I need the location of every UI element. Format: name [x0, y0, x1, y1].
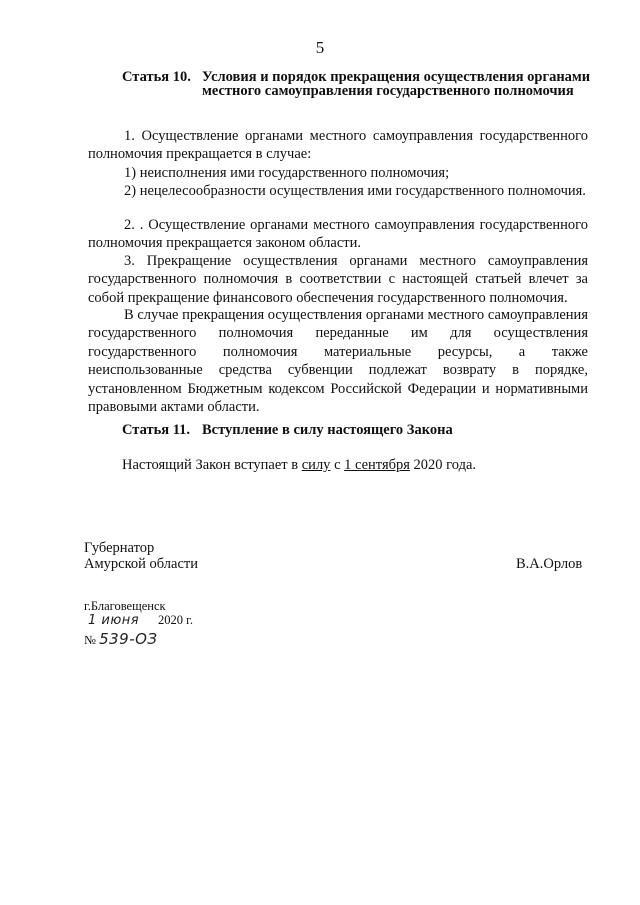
article-11-effective-date: 1 сентября: [344, 457, 410, 473]
signing-date: [84, 613, 193, 628]
article-11-text-start: Настоящий Закон вступает в: [122, 457, 302, 473]
signatory-position: [84, 540, 198, 572]
signatory-position-line-1: Губернатор: [84, 540, 155, 556]
article-10-title: Условия и порядок прекращения осуществления органами местного самоуправления государственного полномочия: [202, 69, 591, 99]
article-11-text: [122, 456, 476, 474]
article-10-paragraph-2: 2. . Осуществление органами местного самоуправления государственного полномочия прекращается законом области.: [88, 217, 588, 252]
page-number: 5: [315, 38, 325, 57]
signing-year: 2020 г.: [158, 613, 193, 627]
signatory-position-line-2: Амурской области: [84, 556, 198, 572]
article-10-label: Статья 10.: [122, 69, 191, 85]
law-number: [84, 630, 158, 648]
article-11-text-mid: с: [330, 457, 345, 473]
article-10-item-1: 1) неисполнения ими государственного полномочия;: [124, 165, 450, 181]
article-11-text-sila: силу: [301, 457, 331, 473]
article-10-paragraph-4: В случае прекращения осуществления органами местного самоуправления государственного полномочия переданные им для осуществления государственного полномочия материальные ресурсы, а также неиспользованные средства субвенции подлежат возврату в порядке, установленном Бюджетным кодексом Российской Федерации и нормативными правовыми актами области.: [88, 307, 588, 416]
article-11-heading: [122, 423, 592, 437]
law-number-label: №: [84, 633, 96, 647]
article-10-paragraph-3: 3. Прекращение осуществления органами местного самоуправления государственного полномочия в соответствии с настоящей статьей влечет за собой прекращение финансового обеспечения государственного полномочия.: [88, 253, 588, 306]
article-10-heading: [122, 70, 592, 98]
city-of-signing: г.Благовещенск: [84, 599, 166, 613]
article-10-item-2: 2) нецелесообразности осуществления ими государственного полномочия.: [124, 183, 586, 199]
article-11-label: Статья 11.: [122, 422, 191, 438]
article-10-paragraph-1: 1. Осуществление органами местного самоуправления государственного полномочия прекращается в случае:: [88, 128, 588, 163]
article-11-title: Вступление в силу настоящего Закона: [202, 422, 453, 438]
handwritten-law-number: 539-ОЗ: [99, 630, 158, 648]
signatory-name: В.А.Орлов: [516, 556, 583, 572]
handwritten-date: 1 июня: [88, 613, 140, 628]
article-11-text-end: 2020 года.: [409, 457, 477, 473]
